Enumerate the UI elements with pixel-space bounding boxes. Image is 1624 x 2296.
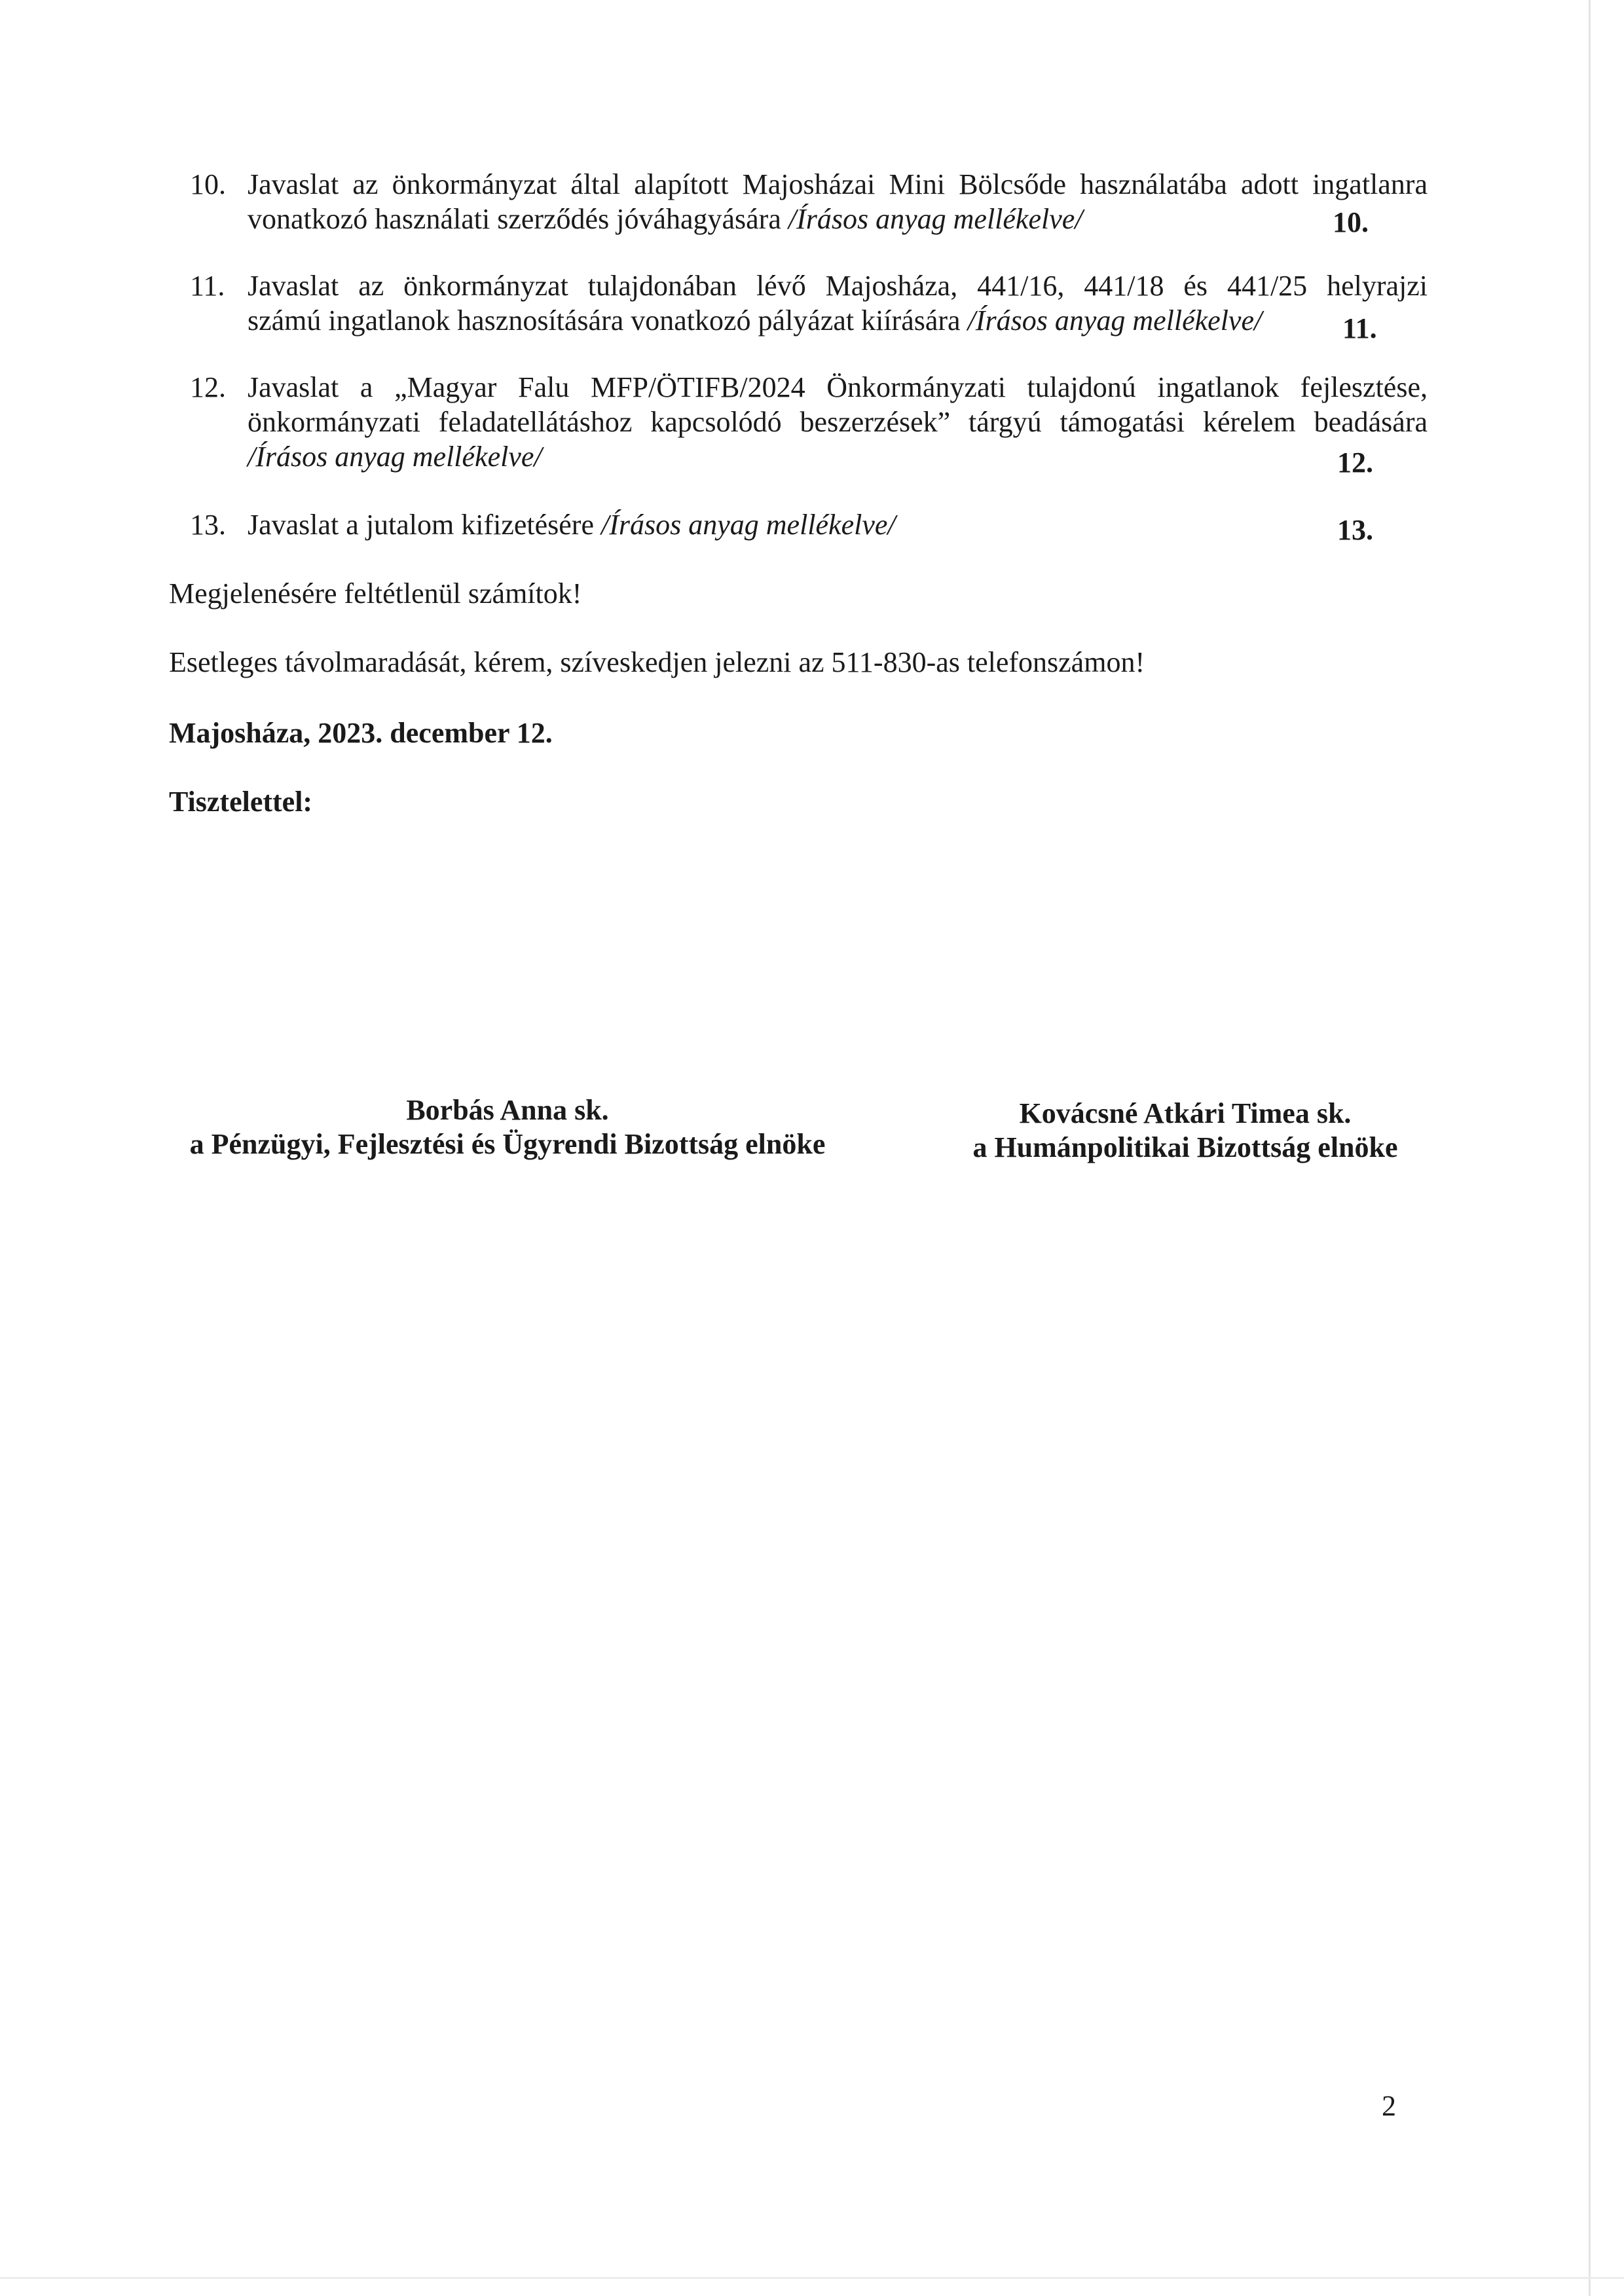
scan-edge-right — [1589, 0, 1591, 2296]
scan-edge-bottom — [0, 2277, 1624, 2279]
agenda-item-11 — [190, 268, 1428, 338]
signatory-role: a Pénzügyi, Fejlesztési és Ügyrendi Bizottság elnöke — [189, 1128, 826, 1160]
agenda-item-ref: 12. — [1337, 446, 1373, 479]
signatory-name: Borbás Anna sk. — [406, 1094, 609, 1126]
attendance-request: Megjelenésére feltétlenül számítok! — [169, 577, 582, 610]
place-and-date: Majosháza, 2023. december 12. — [169, 717, 553, 749]
agenda-item-text-line: önkormányzati feladatellátáshoz kapcsolódó beszerzések” tárgyú támogatási kérelem beadására — [248, 406, 1428, 438]
agenda-item-12 — [190, 370, 1428, 474]
agenda-item-ref: 10. — [1333, 206, 1369, 238]
agenda-item-text-line: Javaslat az önkormányzat tulajdonában lévő Majosháza, 441/16, 441/18 és 441/25 helyrajzi — [248, 270, 1428, 302]
signature-block-left — [177, 1093, 838, 1161]
attachment-note: /Írásos anyag mellékelve/ — [788, 203, 1083, 235]
agenda-item-number: 12. — [190, 371, 226, 403]
agenda-item-ref: 11. — [1342, 312, 1377, 344]
signatory-name: Kovácsné Atkári Timea sk. — [1019, 1097, 1352, 1129]
absence-notice: Esetleges távolmaradását, kérem, szíveskedjen jelezni az 511-830-as telefonszámon! — [169, 646, 1145, 678]
signatory-role: a Humánpolitikai Bizottság elnöke — [972, 1131, 1398, 1163]
greeting: Tisztelettel: — [169, 786, 313, 818]
agenda-item-13 — [190, 507, 1428, 542]
agenda-item-number: 10. — [190, 168, 226, 200]
agenda-item-text-line: Javaslat a jutalom kifizetésére /Írásos anyag mellékelve/ — [248, 509, 896, 541]
attachment-note: /Írásos anyag mellékelve/ — [967, 304, 1263, 337]
attachment-note: /Írásos anyag mellékelve/ — [248, 441, 542, 473]
agenda-item-ref: 13. — [1337, 514, 1373, 546]
agenda-item-number: 11. — [190, 270, 225, 302]
agenda-item-text-line: Javaslat a „Magyar Falu MFP/ÖTIFB/2024 Önkormányzati tulajdonú ingatlanok fejlesztése, — [248, 371, 1428, 403]
attachment-note: /Írásos anyag mellékelve/ — [601, 509, 896, 541]
signature-block-right — [956, 1097, 1414, 1165]
agenda-item-number: 13. — [190, 509, 226, 541]
agenda-item-text-line: Javaslat az önkormányzat által alapított Majosházai Mini Bölcsőde használatába adott ingatlanra — [248, 168, 1428, 200]
agenda-item-10 — [190, 167, 1428, 236]
agenda-item-text-line: számú ingatlanok hasznosítására vonatkozó pályázat kiírására /Írásos anyag mellékelve/ — [248, 304, 1263, 337]
page-number: 2 — [1382, 2090, 1396, 2122]
agenda-item-text-line: vonatkozó használati szerződés jóváhagyására /Írásos anyag mellékelve/ — [248, 203, 1083, 235]
